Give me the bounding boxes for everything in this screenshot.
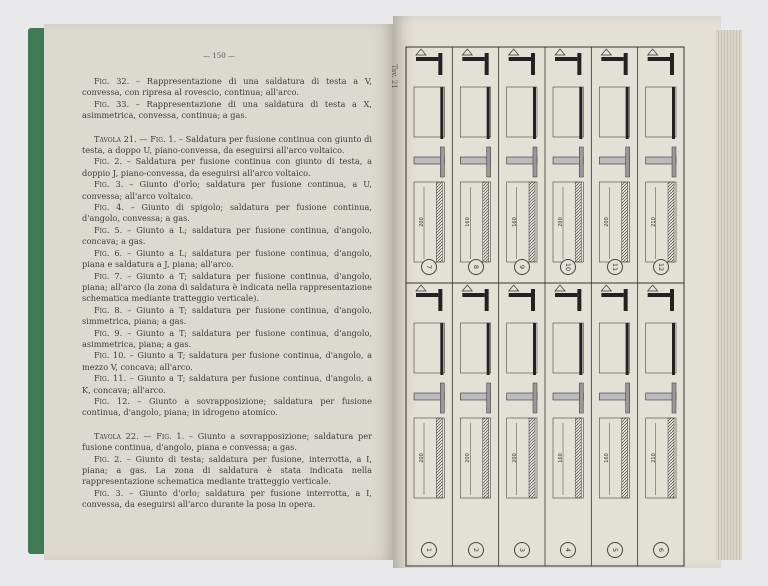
section-view [646,157,676,164]
weld-symbol [601,285,611,291]
section-view [626,383,630,413]
figure-caption: – Giunto d'orlo; saldatura per fusione continua, a U, convessa; all'arco voltaico. [82,179,372,201]
joint-plate [485,53,489,75]
plate-edge [626,323,629,375]
figure-caption: – Rappresentazione di una saldatura di testa a X, asimmetrica, convessa, continua; a gas. [82,98,372,121]
weld-symbol [462,49,472,55]
joint-plate [438,289,442,311]
figure-lead: Fig. 3. [94,179,124,190]
joint-plate [555,57,577,61]
weld-symbol [509,49,519,55]
section-view [507,393,537,400]
section-view [487,147,491,177]
figure-caption: – Giunto a T; saldatura per fusione continua, d'angolo, piana; all'arco (la zona di saldatura è indicata nella rappresentazione schematica mediante tratteggio verticale). [82,270,372,304]
joint-plate [648,293,670,297]
elevation-view [460,323,490,373]
dimension-label: 210 [650,217,657,227]
section-view [440,147,444,177]
figure-caption: – Giunto a T; saldatura per fusione continua, d'angolo, simmetrica, piana; a gas. [82,304,372,327]
figure-lead: Fig. 7. [94,270,123,281]
section-view [414,393,444,400]
weld-hatching [668,182,674,262]
figure-number: 4 [560,542,576,558]
weld-symbol [462,285,472,291]
weld-symbol [555,285,565,291]
plate-edge [672,323,675,375]
figure-caption: – Giunto d'orlo; saldatura per fusione interrotta, a I, convessa, da eseguirsi all'arco durante la posa in opera. [82,487,372,510]
section-view [579,147,583,177]
section-view [672,147,676,177]
section-view [414,157,444,164]
figure-lead: Fig. 8. [94,304,123,315]
joint-plate [624,53,628,75]
figure-number: 6 [653,542,669,558]
elevation-view [507,323,537,373]
figure-caption: – Giunto di testa; saldatura per fusione, interrotta, a I, piana; a gas. La zona di saldatura è stata indicata nella rappresentazione schematica mediante tratteggio verticale. [82,453,372,487]
weld-symbol [601,49,611,55]
elevation-view [646,87,676,137]
section-view [599,393,629,400]
joint-plate [577,289,581,311]
joint-plate [509,293,531,297]
figure-lead: Fig. 6. [94,247,123,258]
figure-lead: Fig. 5. [94,224,123,235]
joint-plate [485,289,489,311]
weld-hatching [529,182,535,262]
plate-edge [440,87,443,139]
elevation-view [599,87,629,137]
dimension-label: 200 [557,217,564,227]
section-view [440,383,444,413]
figure-caption: – Giunto a L; saldatura per fusione continua, d'angolo, concava; a gas. [82,224,372,247]
figure-caption: – Saldatura per fusione continua con giunto di testa, a doppio J, piano-convessa, da eseguirsi all'arco voltaico. [82,156,372,178]
weld-symbol [555,49,565,55]
joint-plate [438,53,442,75]
dimension-label: 160 [604,453,611,463]
section-view [646,393,676,400]
section-view [599,157,629,164]
elevation-view [507,87,537,137]
plate-edge [533,323,536,375]
figure-number: 11 [607,259,623,275]
plate-edge [579,323,582,375]
joint-plate [648,57,670,61]
joint-plate [509,57,531,61]
figure-number: 1 [421,542,437,558]
elevation-view [553,87,583,137]
plate-edge [487,87,490,139]
elevation-view [599,323,629,373]
joint-plate [670,53,674,75]
weld-hatching [483,182,489,262]
elevation-view [414,87,444,137]
elevation-view [414,323,444,373]
figure-number: 9 [514,259,530,275]
figure-caption: – Giunto a L; saldatura per fusione continua, d'angolo, piana e saldatura a J, piana; all'arco. [82,247,372,270]
dimension-label: 210 [650,453,657,463]
figure-lead: Fig. 9. [94,327,123,338]
weld-hatching [622,182,628,262]
section-view [553,393,583,400]
weld-symbol [416,285,426,291]
joint-plate [601,293,623,297]
joint-plate [531,289,535,311]
figure-caption: – Giunto a sovrapposizione; saldatura per fusione continua, d'angolo, piana e convessa; a gas. [82,430,372,453]
figure-number: 5 [607,542,623,558]
figure-number: 7 [421,259,437,275]
section-view [460,393,490,400]
weld-hatching [436,418,442,498]
section-view [460,157,490,164]
figure-number: 3 [514,542,530,558]
plate-edge [579,87,582,139]
figure-lead: Tavola 21. — Fig. 1. [94,133,177,144]
joint-plate [555,293,577,297]
weld-hatching [483,418,489,498]
figure-caption: – Giunto di spigolo; saldatura per fusione continua, d'angolo, convessa; a gas. [82,202,372,224]
section-view [579,383,583,413]
weld-hatching [622,418,628,498]
figure-caption: – Rappresentazione di una saldatura di testa a V, convessa, con ripresa al rovescio, continua; all'arco. [82,76,373,98]
figure-lead: Fig. 10. [94,350,127,361]
dimension-label: 200 [465,453,472,463]
section-view [553,157,583,164]
figure-caption: – Giunto a T; saldatura per fusione continua, d'angolo, a K, concava; all'arco. [82,373,372,395]
section-view [626,147,630,177]
joint-plate [416,57,438,61]
elevation-view [646,323,676,373]
figure-number: 12 [653,259,669,275]
dimension-label: 160 [465,217,472,227]
joint-plate [601,57,623,61]
figure-caption: – Giunto a T; saldatura per fusione continua, d'angolo, asimmetrica, piana; a gas. [82,327,372,349]
section-view [533,147,537,177]
plate-edge [672,87,675,139]
dimension-label: 200 [511,453,518,463]
joint-plate [577,53,581,75]
figure-number: 8 [468,259,484,275]
figure-lead: Fig. 12. [94,395,130,406]
dimension-label: 160 [557,453,564,463]
dimension-label: 160 [511,217,518,227]
plate-label: Tav. 21 [390,64,398,89]
elevation-view [460,87,490,137]
figure-lead: Fig. 4. [94,202,124,213]
weld-symbol [648,285,658,291]
plate-edge [440,323,443,375]
weld-symbol [416,49,426,55]
section-view [672,383,676,413]
weld-symbol [509,285,519,291]
weld-hatching [575,182,581,262]
elevation-view [553,323,583,373]
figure-lead: Fig. 32. [94,76,130,86]
plate-edge [487,323,490,375]
figure-lead: Fig. 11. [94,373,127,384]
section-view [533,383,537,413]
figure-number: 10 [560,259,576,275]
figure-lead: Fig. 2. [94,453,122,464]
joint-plate [531,53,535,75]
weld-hatching [529,418,535,498]
figure-caption: – Saldatura per fusione continua con giunto di testa, a doppo U, piano-convessa, da eseguirsi all'arco voltaico. [82,133,372,156]
page-number: — 150 — [203,52,235,60]
plate-edge [533,87,536,139]
joint-plate [670,289,674,311]
figure-caption: – Giunto a T; saldatura per fusione continua, d'angolo, a mezzo V, concava; all'arco. [82,350,372,372]
figure-lead: Fig. 3. [94,487,124,498]
figure-lead: Tavola 22. — Fig. 1. [94,430,185,441]
figure-caption: – Giunto a sovrapposizione; saldatura per fusione continua, d'angolo, piana; in idrogeno atomico. [82,395,372,418]
dimension-label: 200 [604,217,611,227]
weld-hatching [575,418,581,498]
joint-plate [416,293,438,297]
section-view [487,383,491,413]
figure-lead: Fig. 33. [94,98,130,109]
joint-plate [462,57,484,61]
joint-plate [462,293,484,297]
figure-number: 2 [468,542,484,558]
weld-hatching [436,182,442,262]
dimension-label: 200 [418,453,425,463]
dimension-label: 200 [418,217,425,227]
figure-lead: Fig. 2. [94,156,123,167]
weld-hatching [668,418,674,498]
plate-edge [626,87,629,139]
weld-symbol [648,49,658,55]
section-view [507,157,537,164]
joint-plate [624,289,628,311]
